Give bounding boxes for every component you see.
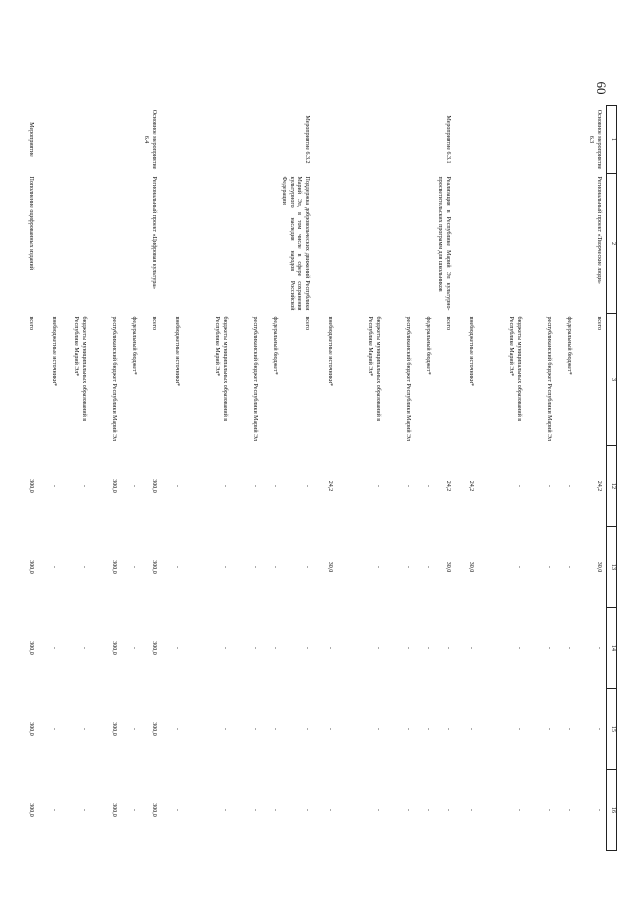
table-row <box>229 106 259 851</box>
table-row <box>279 106 314 851</box>
activity-name-cell: Реализация в Республике Марий Эл культурно-просветительских программ для школьников <box>437 176 451 311</box>
amount-cell-col-12: - <box>546 485 552 487</box>
funding-source-cell: федеральный бюджет* <box>131 316 137 375</box>
table-container <box>28 105 617 850</box>
column-header-13: 13 <box>607 527 617 608</box>
activity-code-cell: Мероприятие 6.3.1 <box>445 115 451 164</box>
activity-code-cell <box>475 106 523 174</box>
activity-name-cell <box>229 174 259 314</box>
amount-cell-col-16: - <box>405 809 411 811</box>
amount-cell-col-13: - <box>304 566 310 568</box>
amount-cell-col-14: 300,0 <box>111 641 117 655</box>
amount-cell-col-13: - <box>131 566 137 568</box>
amount-cell-col-12: - <box>272 485 278 487</box>
funding-source-cell: всего <box>151 316 157 331</box>
activity-code-cell <box>259 106 279 174</box>
amount-cell-col-13: - <box>405 566 411 568</box>
amount-cell-col-16: - <box>81 809 87 811</box>
activity-code-cell <box>161 106 181 174</box>
amount-cell-col-15: - <box>468 728 474 730</box>
amount-cell-col-14: 300,0 <box>28 641 34 655</box>
activity-code-cell <box>382 106 412 174</box>
amount-cell-col-16: - <box>425 809 431 811</box>
activity-name-cell <box>118 174 138 314</box>
amount-cell-col-15: - <box>51 728 57 730</box>
amount-cell-col-15: - <box>304 728 310 730</box>
activity-name-cell <box>38 174 58 314</box>
activity-code-cell <box>229 106 259 174</box>
amount-cell-col-14: - <box>327 647 333 649</box>
table-row <box>88 106 118 851</box>
amount-cell-col-14: - <box>516 647 522 649</box>
table-row <box>38 106 58 851</box>
funding-source-cell: республиканский бюджет Республики Марий Эл <box>546 316 552 441</box>
amount-cell-col-12: 300,0 <box>28 479 34 493</box>
amount-cell-col-14: 300,0 <box>151 641 157 655</box>
amount-cell-col-15: - <box>375 728 381 730</box>
activity-name-cell <box>259 174 279 314</box>
amount-cell-col-14: - <box>425 647 431 649</box>
table-row <box>455 106 475 851</box>
funding-source-cell: всего <box>596 316 602 331</box>
funding-source-cell: республиканский бюджет Республики Марий Эл <box>111 316 117 441</box>
column-header-14: 14 <box>607 608 617 689</box>
amount-cell-col-15: - <box>516 728 522 730</box>
amount-cell-col-13: - <box>174 566 180 568</box>
amount-cell-col-14: - <box>445 647 451 649</box>
amount-cell-col-14: - <box>81 647 87 649</box>
table-row <box>118 106 138 851</box>
amount-cell-col-12: 24,2 <box>468 480 474 492</box>
activity-code-cell <box>412 106 432 174</box>
amount-cell-col-12: 24,2 <box>596 480 602 492</box>
table-row <box>334 106 382 851</box>
activity-name-cell <box>181 174 229 314</box>
activity-name-cell <box>314 174 334 314</box>
amount-cell-col-12: - <box>425 485 431 487</box>
amount-cell-col-16: - <box>252 809 258 811</box>
amount-cell-col-16: - <box>546 809 552 811</box>
amount-cell-col-13: 300,0 <box>111 560 117 574</box>
table-row <box>573 106 607 851</box>
funding-source-cell: республиканский бюджет Республики Марий Эл <box>405 316 411 441</box>
activity-code-cell <box>334 106 382 174</box>
amount-cell-col-16: 300,0 <box>151 803 157 817</box>
amount-cell-col-13: 300,0 <box>28 560 34 574</box>
amount-cell-col-12: - <box>252 485 258 487</box>
funding-source-cell: республиканский бюджет Республики Марий Эл <box>252 316 258 441</box>
table-row <box>58 106 88 851</box>
amount-cell-col-12: - <box>51 485 57 487</box>
amount-cell-col-12: 24,2 <box>445 480 451 492</box>
amount-cell-col-16: - <box>445 809 451 811</box>
table-row <box>259 106 279 851</box>
table-row <box>138 106 161 851</box>
table-row <box>432 106 455 851</box>
activity-code-cell <box>314 106 334 174</box>
activity-name-cell <box>382 174 412 314</box>
amount-cell-col-12: - <box>131 485 137 487</box>
amount-cell-col-13: 30,0 <box>327 561 333 573</box>
amount-cell-col-16: 300,0 <box>111 803 117 817</box>
activity-code-cell: Мероприятие <box>28 122 34 157</box>
page-number: 60 <box>594 81 609 95</box>
activity-name-cell: Поддержка добровольческих движений Республики Марий Эл, в том числе в сфере сохранения культурного наследия народов Российской Федерации <box>281 176 310 311</box>
funding-source-cell: федеральный бюджет* <box>566 316 572 375</box>
amount-cell-col-14: - <box>131 647 137 649</box>
column-header-2: 2 <box>607 174 617 314</box>
table-body <box>15 106 607 851</box>
activity-name-cell <box>88 174 118 314</box>
activity-code-cell <box>455 106 475 174</box>
amount-cell-col-15: - <box>425 728 431 730</box>
amount-cell-col-13: - <box>375 566 381 568</box>
amount-cell-col-15: 300,0 <box>28 722 34 736</box>
amount-cell-col-14: - <box>405 647 411 649</box>
table-row <box>161 106 181 851</box>
amount-cell-col-13: - <box>566 566 572 568</box>
amount-cell-col-14: - <box>51 647 57 649</box>
amount-cell-col-14: - <box>566 647 572 649</box>
amount-cell-col-16: - <box>468 809 474 811</box>
amount-cell-col-15: 300,0 <box>151 722 157 736</box>
amount-cell-col-16: - <box>566 809 572 811</box>
amount-cell-col-14: - <box>468 647 474 649</box>
amount-cell-col-13: - <box>425 566 431 568</box>
activity-code-cell: Основное мероприятие 6.3 <box>588 109 602 170</box>
amount-cell-col-12: - <box>375 485 381 487</box>
amount-cell-col-16: - <box>516 809 522 811</box>
activity-code-cell <box>38 106 58 174</box>
funding-source-cell: бюджеты муниципальных образований в Республике Марий Эл* <box>367 316 381 422</box>
table-row <box>412 106 432 851</box>
amount-cell-col-13: 30,0 <box>596 561 602 573</box>
amount-cell-col-13: - <box>81 566 87 568</box>
funding-source-cell: бюджеты муниципальных образований в Республике Марий Эл* <box>73 316 87 422</box>
funding-source-cell: внебюджетные источники* <box>468 316 474 387</box>
amount-cell-col-15: - <box>272 728 278 730</box>
column-header-15: 15 <box>607 689 617 770</box>
funding-source-cell: всего <box>304 316 310 331</box>
amount-cell-col-14: - <box>272 647 278 649</box>
funding-source-cell: бюджеты муниципальных образований в Республике Марий Эл* <box>214 316 228 422</box>
table-row <box>523 106 553 851</box>
activity-code-cell: Основное мероприятие 6.4 <box>143 109 157 170</box>
activity-name-cell <box>523 174 553 314</box>
amount-cell-col-16: - <box>327 809 333 811</box>
funding-source-cell: внебюджетные источники* <box>327 316 333 387</box>
amount-cell-col-14: - <box>375 647 381 649</box>
amount-cell-col-14: - <box>252 647 258 649</box>
activity-name-cell <box>58 174 88 314</box>
funding-source-cell: федеральный бюджет* <box>425 316 431 375</box>
amount-cell-col-15: - <box>131 728 137 730</box>
activity-name-cell <box>475 174 523 314</box>
activity-name-cell: Пополнение оцифрованных изданий <box>28 176 34 270</box>
amount-cell-col-12: - <box>81 485 87 487</box>
amount-cell-col-15: - <box>405 728 411 730</box>
activity-name-cell: Региональный проект «Творческие люди» <box>596 176 602 284</box>
amount-cell-col-12: - <box>516 485 522 487</box>
amount-cell-col-14: - <box>174 647 180 649</box>
activity-name-cell <box>553 174 573 314</box>
amount-cell-col-16: - <box>304 809 310 811</box>
amount-cell-col-14: - <box>596 647 602 649</box>
amount-cell-col-14: - <box>546 647 552 649</box>
amount-cell-col-14: - <box>222 647 228 649</box>
amount-cell-col-16: 300,0 <box>28 803 34 817</box>
amount-cell-col-16: - <box>375 809 381 811</box>
amount-cell-col-13: - <box>516 566 522 568</box>
table-row <box>475 106 523 851</box>
amount-cell-col-13: - <box>272 566 278 568</box>
amount-cell-col-12: - <box>304 485 310 487</box>
amount-cell-col-13: 300,0 <box>151 560 157 574</box>
header-row <box>607 106 617 851</box>
activity-code-cell <box>181 106 229 174</box>
table-header <box>607 106 617 851</box>
amount-cell-col-15: - <box>445 728 451 730</box>
amount-cell-col-16: - <box>222 809 228 811</box>
amount-cell-col-15: - <box>327 728 333 730</box>
amount-cell-col-15: - <box>546 728 552 730</box>
column-header-3: 3 <box>607 314 617 446</box>
amount-cell-col-16: - <box>272 809 278 811</box>
amount-cell-col-12: 24,2 <box>327 480 333 492</box>
amount-cell-col-12: 300,0 <box>111 479 117 493</box>
amount-cell-col-15: - <box>252 728 258 730</box>
activity-code-cell <box>553 106 573 174</box>
amount-cell-col-12: - <box>405 485 411 487</box>
table-row <box>314 106 334 851</box>
funding-source-cell: бюджеты муниципальных образований в Республике Марий Эл* <box>508 316 522 422</box>
amount-cell-col-15: - <box>174 728 180 730</box>
amount-cell-col-15: - <box>566 728 572 730</box>
amount-cell-col-12: 300,0 <box>151 479 157 493</box>
amount-cell-col-16: - <box>51 809 57 811</box>
funding-source-cell: внебюджетные источники* <box>51 316 57 387</box>
amount-cell-col-13: - <box>252 566 258 568</box>
activity-code-cell: Мероприятие 6.3.2 <box>304 115 310 164</box>
rotated-page-content <box>28 105 617 850</box>
amount-cell-col-15: - <box>222 728 228 730</box>
column-header-1: 1 <box>607 106 617 174</box>
budget-table <box>15 105 617 851</box>
activity-name-cell <box>161 174 181 314</box>
activity-name-cell <box>412 174 432 314</box>
activity-code-cell <box>58 106 88 174</box>
funding-source-cell: всего <box>28 316 34 331</box>
amount-cell-col-15: - <box>596 728 602 730</box>
amount-cell-col-13: - <box>51 566 57 568</box>
amount-cell-col-14: - <box>304 647 310 649</box>
amount-cell-col-12: - <box>566 485 572 487</box>
funding-source-cell: всего <box>445 316 451 331</box>
activity-code-cell <box>88 106 118 174</box>
amount-cell-col-13: 30,0 <box>468 561 474 573</box>
amount-cell-col-12: - <box>174 485 180 487</box>
funding-source-cell: внебюджетные источники* <box>174 316 180 387</box>
amount-cell-col-16: - <box>131 809 137 811</box>
table-row <box>553 106 573 851</box>
amount-cell-col-15: - <box>81 728 87 730</box>
column-header-16: 16 <box>607 770 617 851</box>
amount-cell-col-16: - <box>174 809 180 811</box>
amount-cell-col-13: - <box>546 566 552 568</box>
activity-name-cell: Региональный проект «Цифровая культура» <box>151 176 157 289</box>
table-row <box>382 106 412 851</box>
amount-cell-col-13: - <box>222 566 228 568</box>
activity-code-cell <box>118 106 138 174</box>
amount-cell-col-16: - <box>596 809 602 811</box>
activity-name-cell <box>334 174 382 314</box>
amount-cell-col-13: 30,0 <box>445 561 451 573</box>
amount-cell-col-15: 300,0 <box>111 722 117 736</box>
column-header-12: 12 <box>607 446 617 527</box>
table-row <box>15 106 38 851</box>
amount-cell-col-12: - <box>222 485 228 487</box>
activity-code-cell <box>523 106 553 174</box>
activity-name-cell <box>455 174 475 314</box>
funding-source-cell: федеральный бюджет* <box>272 316 278 375</box>
table-row <box>181 106 229 851</box>
